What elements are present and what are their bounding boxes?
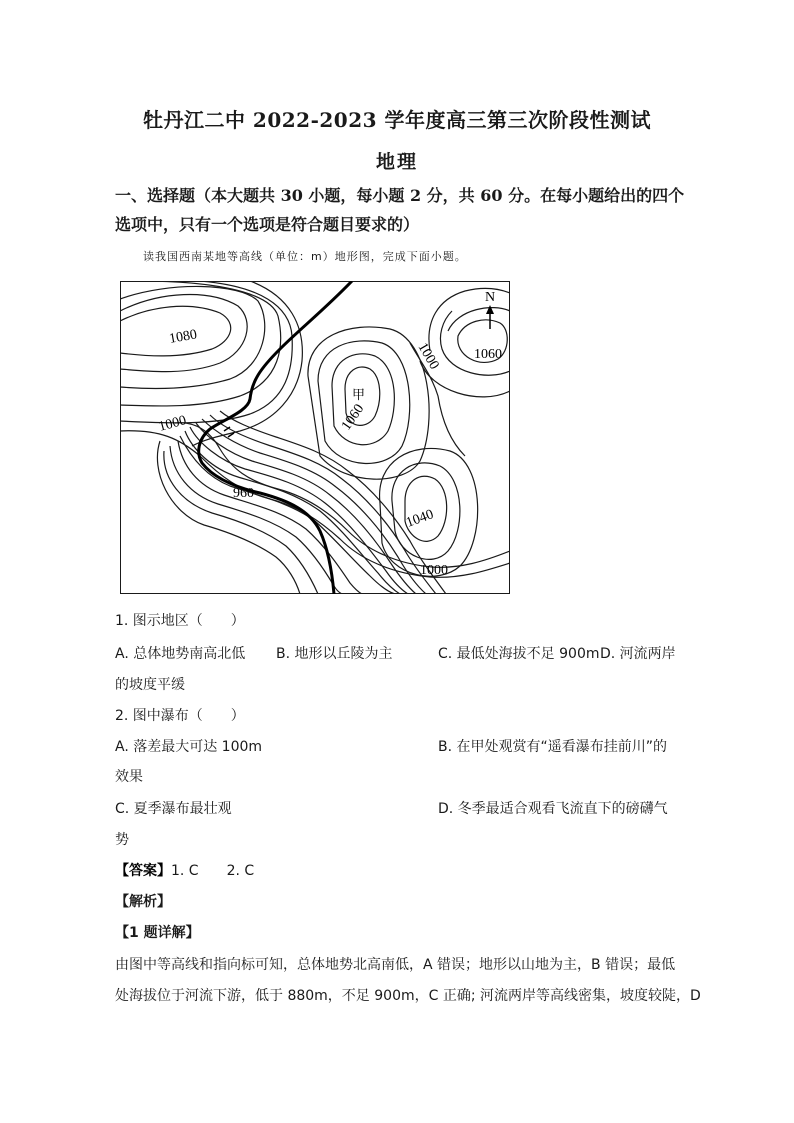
section-heading: 一、选择题（本大题共 30 小题，每小题 2 分，共 60 分。在每小题给出的四个选项中，只有一个选项是符合题目要求的） [115, 186, 685, 234]
answer-tag: 【答案】 [115, 863, 171, 879]
q2-option-c[interactable]: C. 夏季瀑布最壮观 [115, 801, 232, 817]
label-960: 960 [233, 486, 254, 501]
q2-option-b-cont: 效果 [115, 769, 143, 785]
q2-option-d-cont: 势 [115, 832, 129, 848]
q1-option-b[interactable]: B. 地形以丘陵为主 [276, 646, 393, 662]
analysis-tag: 【解析】 [115, 894, 171, 910]
q1-detail-tag: 【1 题详解】 [115, 925, 200, 941]
label-1080: 1080 [168, 327, 199, 347]
label-1000-bottom: 1000 [420, 563, 448, 578]
page-title: 牡丹江二中 2022-2023 学年度高三第三次阶段性测试 [142, 108, 652, 132]
analysis-line-2: 处海拔位于河流下游，低于 880m，不足 900m，C 正确; 河流两岸等高线密集，坡度较陡，D [115, 988, 701, 1004]
label-1060-center: 1060 [338, 401, 368, 434]
subject-title: 地理 [375, 151, 418, 173]
q1-option-d-cont: 的坡度平缓 [115, 677, 185, 693]
label-1000-left: 1000 [157, 413, 189, 435]
north-label: N [484, 290, 496, 305]
q2-option-a[interactable]: A. 落差最大可达 100m [115, 739, 263, 755]
label-1060-right: 1060 [474, 347, 502, 362]
q1-stem: 1. 图示地区（ ） [115, 613, 245, 629]
map-instruction: 读我国西南某地等高线（单位：m）地形图，完成下面小题。 [143, 250, 467, 263]
answer-text: 1. C 2. C [171, 863, 255, 879]
q2-stem: 2. 图中瀑布（ ） [115, 708, 245, 724]
label-jia: 甲 [352, 388, 366, 403]
q2-option-b[interactable]: B. 在甲处观赏有“遥看瀑布挂前川”的 [438, 739, 668, 755]
contour-map [120, 281, 510, 594]
analysis-line-1: 由图中等高线和指向标可知，总体地势北高南低，A 错误；地形以山地为主，B 错误；最低 [115, 957, 676, 973]
q1-option-a[interactable]: A. 总体地势南高北低 [115, 646, 246, 662]
label-1000-top: 1000 [414, 340, 442, 373]
answer-line [115, 862, 254, 880]
q2-option-d[interactable]: D. 冬季最适合观看飞流直下的磅礴气 [438, 801, 668, 817]
q1-option-c[interactable]: C. 最低处海拔不足 900m [438, 646, 600, 662]
q1-option-d[interactable]: D. 河流两岸 [600, 646, 676, 662]
label-1040: 1040 [404, 507, 436, 531]
